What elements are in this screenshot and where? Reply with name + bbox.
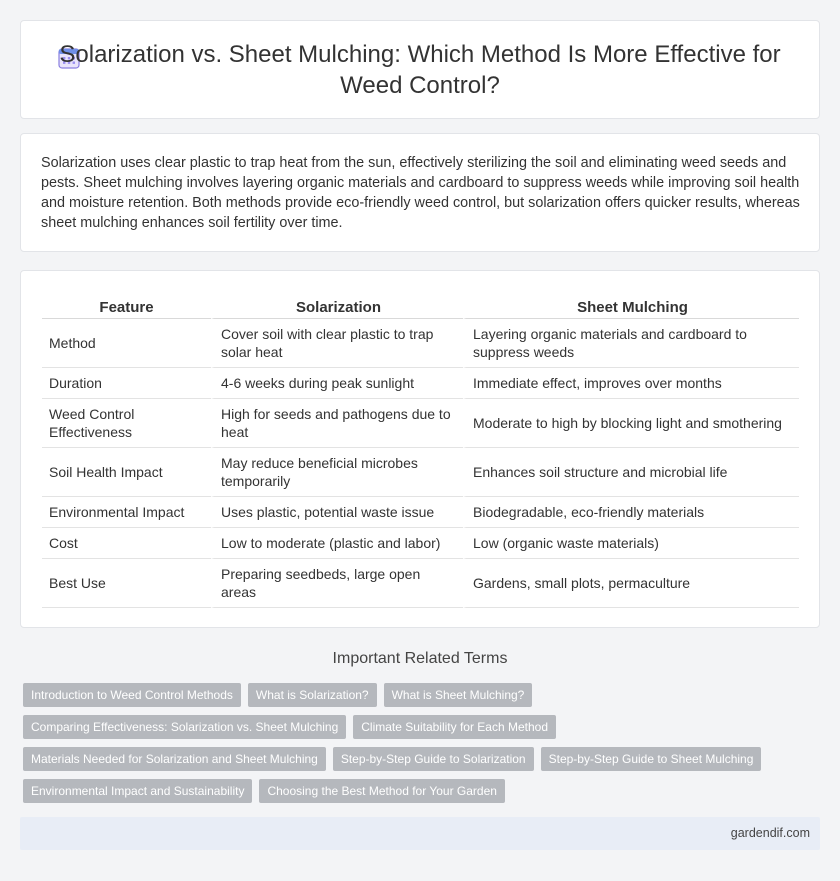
solarization-cell: Low to moderate (plastic and labor) bbox=[211, 528, 463, 559]
sheet-mulching-cell: Layering organic materials and cardboard to suppress weeds bbox=[463, 319, 799, 368]
related-term-tag[interactable]: Comparing Effectiveness: Solarization vs. Sheet Mulching bbox=[23, 715, 346, 739]
solarization-cell: Cover soil with clear plastic to trap solar heat bbox=[211, 319, 463, 368]
related-term-tag[interactable]: Environmental Impact and Sustainability bbox=[23, 779, 252, 803]
sheet-mulching-cell: Gardens, small plots, permaculture bbox=[463, 559, 799, 608]
feature-cell: Method bbox=[42, 319, 211, 368]
related-term-tag[interactable]: Step-by-Step Guide to Sheet Mulching bbox=[541, 747, 762, 771]
tag-row bbox=[23, 715, 556, 739]
table-row bbox=[42, 448, 799, 497]
table-row bbox=[42, 368, 799, 399]
tag-row bbox=[23, 779, 505, 803]
site-link[interactable]: gardendif.com bbox=[730, 826, 810, 840]
related-term-tag[interactable]: What is Solarization? bbox=[248, 683, 377, 707]
solarization-cell: May reduce beneficial microbes temporarily bbox=[211, 448, 463, 497]
page-title: Solarization vs. Sheet Mulching: Which Method Is More Effective for Weed Control? bbox=[59, 40, 781, 99]
sheet-mulching-cell: Immediate effect, improves over months bbox=[463, 368, 799, 399]
sheet-mulching-cell: Low (organic waste materials) bbox=[463, 528, 799, 559]
feature-cell: Best Use bbox=[42, 559, 211, 608]
solarization-cell: High for seeds and pathogens due to heat bbox=[211, 399, 463, 448]
related-terms-heading: Important Related Terms bbox=[332, 650, 508, 667]
table-row bbox=[42, 497, 799, 528]
intro-paragraph: Solarization uses clear plastic to trap heat from the sun, effectively sterilizing the soil and eliminating weed seeds and pests. Sheet mulching involves layering organic materials and cardboard to suppress weeds while improving soil health and moisture retention. Both methods provide eco-friendly weed control, but solarization offers quicker results, whereas sheet mulching enhances soil fertility over time. bbox=[41, 155, 800, 231]
title-card bbox=[20, 20, 820, 119]
solarization-cell: Preparing seedbeds, large open areas bbox=[211, 559, 463, 608]
feature-cell: Soil Health Impact bbox=[42, 448, 211, 497]
related-term-tag[interactable]: Climate Suitability for Each Method bbox=[353, 715, 556, 739]
related-term-tag[interactable]: Materials Needed for Solarization and Sheet Mulching bbox=[23, 747, 326, 771]
sheet-mulching-cell: Enhances soil structure and microbial life bbox=[463, 448, 799, 497]
table-row bbox=[42, 559, 799, 608]
feature-cell: Duration bbox=[42, 368, 211, 399]
solarization-cell: 4-6 weeks during peak sunlight bbox=[211, 368, 463, 399]
comparison-table-card bbox=[20, 270, 820, 628]
header-feature: Feature bbox=[42, 294, 211, 319]
intro-card bbox=[20, 133, 820, 252]
header-sheet-mulching: Sheet Mulching bbox=[463, 294, 799, 319]
comparison-table bbox=[42, 294, 799, 608]
solarization-cell: Uses plastic, potential waste issue bbox=[211, 497, 463, 528]
table-row bbox=[42, 528, 799, 559]
table-header-row bbox=[42, 294, 799, 319]
related-term-tag[interactable]: Choosing the Best Method for Your Garden bbox=[259, 779, 504, 803]
table-row bbox=[42, 319, 799, 368]
table-row bbox=[42, 399, 799, 448]
sheet-mulching-cell: Moderate to high by blocking light and smothering bbox=[463, 399, 799, 448]
tag-row bbox=[23, 683, 532, 707]
related-term-tag[interactable]: Step-by-Step Guide to Solarization bbox=[333, 747, 534, 771]
related-term-tag[interactable]: Introduction to Weed Control Methods bbox=[23, 683, 241, 707]
sheet-mulching-cell: Biodegradable, eco-friendly materials bbox=[463, 497, 799, 528]
related-term-tag[interactable]: What is Sheet Mulching? bbox=[384, 683, 533, 707]
header-solarization: Solarization bbox=[211, 294, 463, 319]
feature-cell: Cost bbox=[42, 528, 211, 559]
feature-cell: Weed Control Effectiveness bbox=[42, 399, 211, 448]
footer bbox=[20, 817, 820, 850]
tag-row bbox=[23, 747, 761, 771]
feature-cell: Environmental Impact bbox=[42, 497, 211, 528]
